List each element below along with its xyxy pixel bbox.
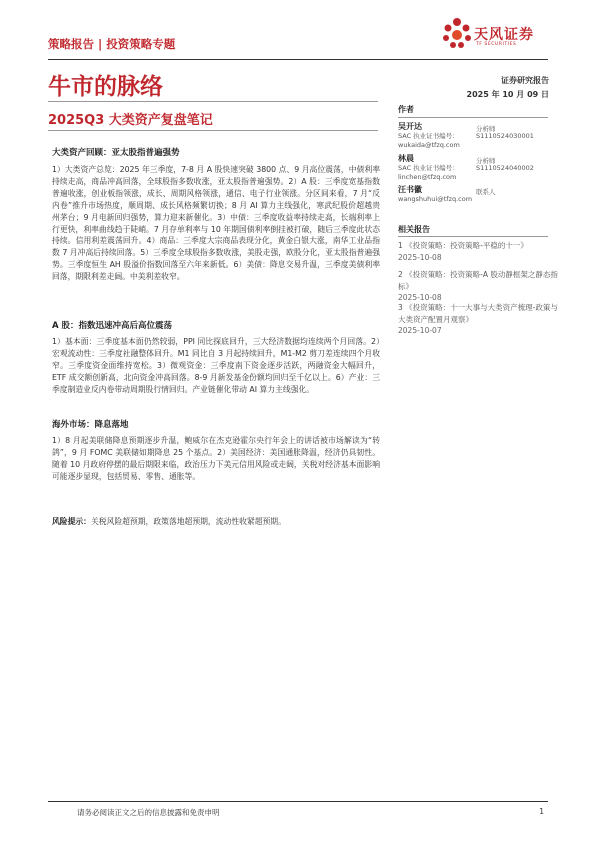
author-card [398,185,558,204]
author-card [398,122,558,151]
related-report-item[interactable] [398,269,558,304]
related-report-title[interactable]: 1 《投资策略：投资策略-平稳的十一》 [398,241,528,250]
footer-divider [48,801,548,802]
risk-warning [52,516,286,527]
title-divider [48,101,378,102]
sac-label: SAC 执业证书编号： [398,163,459,172]
author-name: 林晨 [398,154,414,163]
author-card [398,154,558,183]
author-email[interactable]: linchen@tfzq.com [398,173,457,181]
author-email[interactable]: wukaida@tfzq.com [398,141,460,149]
risk-text: 关税风险超预期，政策落地超预期，流动性收紧超预期。 [90,517,286,526]
report-date: 2025 年 10 月 09 日 [466,90,549,99]
related-report-title[interactable]: 3 《投资策略：十一大事与大类资产梳理-政策与大类资产配置月观察》 [398,303,558,324]
author-name: 吴开达 [398,122,422,131]
sac-number: S1110524030001 [476,131,534,140]
report-type: 策略报告 | 投资策略专题 [48,37,176,51]
sac-number: S1110524040002 [476,163,534,172]
logo-text-en: TF SECURITIES [476,42,517,47]
related-report-item[interactable] [398,240,558,263]
author-role: 分析师 [476,125,496,133]
report-label: 证券研究报告 [501,76,549,85]
related-reports-heading: 相关报告 [398,225,430,234]
page-subtitle: 2025Q3 大类资产复盘笔记 [48,113,213,128]
related-report-date: 2025-10-07 [398,326,442,335]
author-role: 分析师 [476,157,496,165]
related-report-date: 2025-10-08 [398,293,442,302]
page-number: 1 [539,807,544,816]
section-text-asset-review: 1）大类资产总览：2025 年三季度，7-8 月 A 股快速突破 3800 点、9 月高位震荡，中债利率持续走高，商品冲高回落，全球股指多数收涨，亚太股指普遍强势。2）A 股：三季度宽基指数普遍收涨，创业板指领涨，成长、周期风格领涨，通信、电子行业领涨。分区间来看，7 月“反内卷”推升市场热度，顺周期、成长风格频繁切换；8 月 AI 算力主线强化，寒武纪股价超越贵州茅台；9 月电新回归强势，算力迎来新催化。3）中债：三季度收益率持续走高，长端利率上行更快，利率曲线趋于陡峭。7 月存单利率与 10 年期国债利率倒挂被打破，随后三季度此状态持续。信用利差震荡回升。4）商品：三季度大宗商品表现分化，黄金白银大涨，南华工业品指数 7 月冲高后持续回落。5）三季度全球股指多数收涨，美股走强，欧股分化，亚太股指普遍强势。三季度恒生 AH 股溢价指数回落至六年来新低。6）美债：降息交易升温，三季度美债利率回落，期限利差走阔。中美利差收窄。 [52,165,380,282]
risk-label: 风险提示： [52,517,91,526]
footer-disclaimer: 请务必阅读正文之后的信息披露和免责申明 [77,808,220,817]
section-heading-a-share: A 股：指数迅速冲高后高位震荡 [52,321,173,331]
author-email[interactable]: wangshuhui@tfzq.com [398,194,473,203]
header-divider [48,59,548,60]
section-heading-overseas: 海外市场：降息落地 [52,420,129,430]
logo-mark-icon [440,14,474,54]
company-logo [440,14,560,54]
authors-divider [398,117,548,118]
related-report-item[interactable] [398,302,558,337]
section-text-a-share: 1）基本面：三季度基本面仍然较弱，PPI 同比探底回升，三大经济数据均连续两个月回落。2）宏观流动性：三季度社融整体回升。M1 同比自 3 月起持续回升，M1-M2 剪刀差连续四个月收窄。三季度资金面维持宽松。3）微观资金：三季度南下资金逐步活跃，两融资金大幅回升，ETF 成交额创新高，北向资金冲高回落。8-9 月新发基金份额均回归至千亿以上。6）产业：三季度制造业反内卷带动周期股行情回归。产业链催化带动 AI 算力主线强化。 [52,337,380,394]
authors-heading: 作者 [398,105,414,114]
author-role: 联系人 [476,188,496,196]
related-report-title[interactable]: 2 《投资策略：投资策略-A 股动静框架之静态指标》 [398,270,558,291]
page-title: 牛市的脉络 [48,74,163,100]
related-report-date: 2025-10-08 [398,252,442,262]
section-heading-asset-review: 大类资产回顾：亚太股指普遍强势 [52,148,180,158]
sac-label: SAC 执业证书编号： [398,131,459,140]
related-divider [398,236,548,237]
logo-text-cn: 天风证券 [474,27,534,43]
section-text-overseas: 1）8 月起美联储降息预期逐步升温，鲍威尔在杰克逊霍尔央行年会上的讲话被市场解读为“转鸽”，9 月 FOMC 美联储如期降息 25 个基点。2）美国经济：美国通胀降温，经济仍具韧性。随着 10 月政府停摆的最后期限来临，政治压力下美元信用风险或走阔，关税对经济基本面影响可能逐步显现，包括贸易、零售、通胀等。 [52,436,380,481]
author-name: 汪书徽 [398,185,422,194]
subtitle-divider [48,130,378,131]
